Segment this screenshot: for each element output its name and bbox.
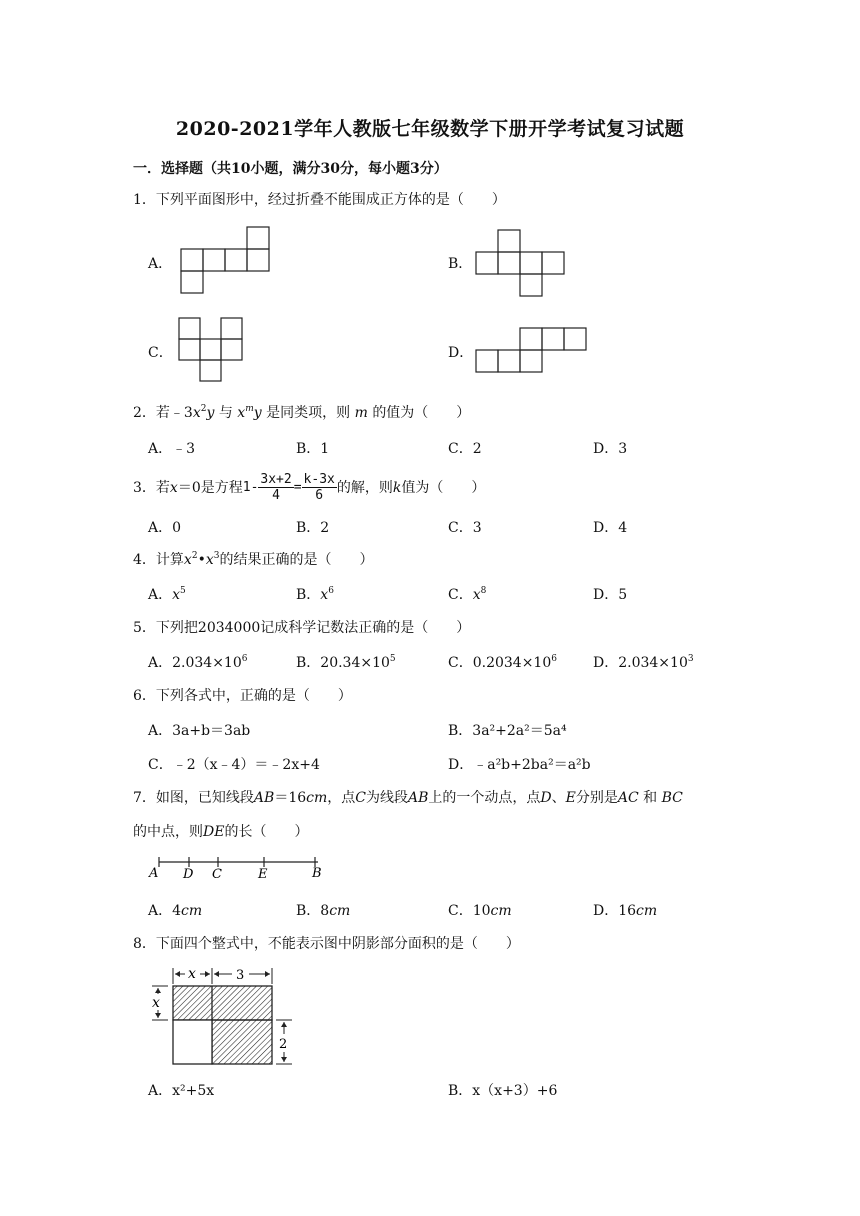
question-7-line-1: 7．如图，已知线段AB＝16cm，点C为线段AB上的一个动点，点D、E分别是AC 和 BC (133, 790, 683, 806)
q6-option-d: D．﹣a²b+2ba²＝a²b (448, 757, 591, 773)
q8-option-b: B．x（x+3）+6 (448, 1083, 558, 1099)
q7-option-a: A．4cm (148, 903, 203, 919)
page-title: 2020-2021学年人教版七年级数学下册开学考试复习试题 (175, 118, 685, 140)
q7-point-d: D (183, 867, 194, 882)
section-heading: 一．选择题（共10小题，满分30分，每小题3分） (133, 161, 448, 177)
q3-option-b: B．2 (296, 520, 330, 536)
q7-option-c: C．10cm (448, 903, 512, 919)
q4-option-c: C．$x^8$ (448, 586, 487, 603)
q1-net-c (178, 317, 246, 383)
q5-option-a: A．$2.034\times 10^6$ (148, 654, 248, 671)
q7-point-c: C (212, 867, 222, 882)
q7-option-b: B．8cm (296, 903, 351, 919)
q5-option-b: B．$20.34\times 10^5$ (296, 654, 396, 671)
question-2-stem: 2．若$﹣3x^2y$ 与 $x^my$ 是同类项，则 m 的值为（ ） (133, 404, 471, 421)
q8-dim-2: 2 (279, 1037, 288, 1052)
q7-option-d: D．16cm (593, 903, 658, 919)
q1-net-a (180, 226, 270, 294)
q2-option-c: C．2 (448, 441, 482, 457)
question-8-stem: 8．下面四个整式中，不能表示图中阴影部分面积的是（ ） (133, 936, 520, 952)
q1-option-c-label: C． (148, 345, 173, 361)
question-3-stem: 3．若x＝0是方程1- $\frac{3x+2}{4}$ = $\frac{k-3x}{6}$ 的解，则k值为（ ） (133, 470, 485, 506)
q3-option-a: A．0 (148, 520, 182, 536)
q4-option-d: D．5 (593, 587, 628, 603)
q1-option-d-label: D． (448, 345, 474, 361)
q6-option-b: B．3a²+2a²＝5a⁴ (448, 723, 567, 739)
q5-option-c: C．$0.2034\times 10^6$ (448, 654, 557, 671)
q6-option-c: C．﹣2（x﹣4）＝﹣2x+4 (148, 757, 320, 773)
question-7-line-2: 的中点，则DE的长（ ） (133, 824, 309, 840)
q2-option-d: D．3 (593, 441, 628, 457)
question-6-stem: 6．下列各式中，正确的是（ ） (133, 688, 352, 704)
q8-dim-x-left: x (152, 995, 160, 1011)
q3-option-d: D．4 (593, 520, 628, 536)
q1-option-a-label: A． (148, 256, 173, 272)
q7-point-a: A (149, 866, 159, 881)
q2-option-b: B．1 (296, 441, 330, 457)
q4-option-a: A．$x^5$ (148, 586, 186, 603)
q3-option-c: C．3 (448, 520, 482, 536)
q8-option-a: A．x²+5x (148, 1083, 215, 1099)
q8-dim-3: 3 (236, 968, 245, 983)
q7-point-e: E (258, 867, 268, 882)
q6-option-a: A．3a+b＝3ab (148, 723, 251, 739)
q3-equation: 1- $\frac{3x+2}{4}$ = $\frac{k-3x}{6}$ (242, 472, 335, 503)
question-4-stem: 4．计算$x^2•x^3$的结果正确的是（ ） (133, 551, 374, 568)
q7-segment-figure (145, 854, 330, 884)
q1-option-b-label: B． (448, 256, 473, 272)
q2-option-a: A．﹣3 (148, 441, 196, 457)
question-1-stem: 1．下列平面图形中，经过折叠不能围成正方体的是（ ） (133, 192, 506, 208)
q5-option-d: D．$2.034\times 10^3$ (593, 654, 694, 671)
q1-net-b (475, 229, 565, 297)
q8-area-figure (148, 964, 298, 1068)
question-5-stem: 5．下列把2034000记成科学记数法正确的是（ ） (133, 620, 471, 636)
q7-point-b: B (312, 866, 322, 881)
q4-option-b: B．$x^6$ (296, 586, 334, 603)
q1-net-d (475, 327, 587, 375)
q8-dim-x-top: x (188, 966, 196, 982)
